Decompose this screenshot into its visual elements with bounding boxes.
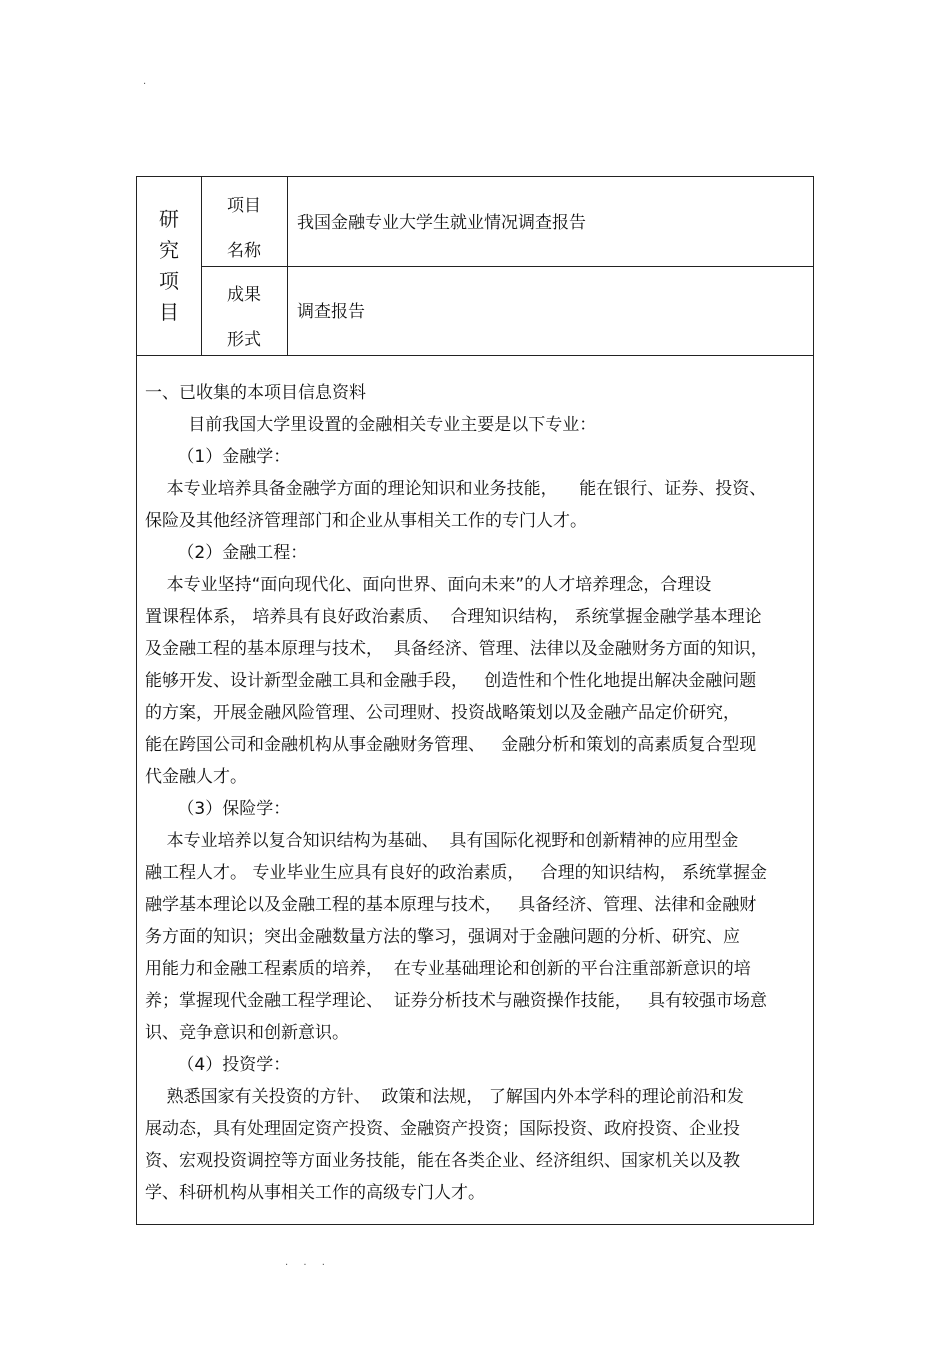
page-dot-mark: . xyxy=(143,76,147,87)
text-line: 养；掌握现代金融工程学理论、 证券分析技术与融资操作技能， 具有较强市场意 xyxy=(145,991,768,1011)
text-line: 展动态，具有处理固定资产投资、金融资产投资；国际投资、政府投资、企业投 xyxy=(145,1119,740,1139)
label-char: 项 xyxy=(159,269,179,293)
text-line: （2）金融工程： xyxy=(145,543,308,563)
text-line: 目前我国大学里设置的金融相关专业主要是以下专业： xyxy=(145,415,597,435)
text-line: 学、科研机构从事相关工作的高级专门人才。 xyxy=(145,1183,485,1203)
text-line: 本专业培养以复合知识结构为基础、 具有国际化视野和创新精神的应用型金 xyxy=(145,831,739,851)
label-char: 究 xyxy=(159,238,179,262)
text-line: 本专业坚持“面向现代化、面向世界、面向未来”的人才培养理念，合理设 xyxy=(145,575,712,595)
label-line: 名称 xyxy=(227,241,261,261)
text-line: 能在跨国公司和金融机构从事金融财务管理、 金融分析和策划的高素质复合型现 xyxy=(145,735,757,755)
project-name-label xyxy=(201,184,287,274)
text-line: （3）保险学： xyxy=(145,799,291,819)
project-name-value: 我国金融专业大学生就业情况调查报告 xyxy=(297,213,586,233)
text-line: 务方面的知识；突出金融数量方法的擎习，强调对于金融问题的分析、研究、应 xyxy=(145,927,740,947)
label-char: 目 xyxy=(159,300,179,324)
text-line: 熟悉国家有关投资的方针、 政策和法规， 了解国内外本学科的理论前沿和发 xyxy=(145,1087,744,1107)
text-line: 资、宏观投资调控等方面业务技能，能在各类企业、经济组织、国家机关以及教 xyxy=(145,1151,740,1171)
text-line: 用能力和金融工程素质的培养， 在专业基础理论和创新的平台注重部新意识的培 xyxy=(145,959,751,979)
text-line: 识、竞争意识和创新意识。 xyxy=(145,1023,349,1043)
page-dot-mark: . . . xyxy=(285,1257,331,1268)
text-line: （4）投资学： xyxy=(145,1055,291,1075)
result-form-label xyxy=(201,273,287,363)
text-line: 融工程人才。 专业毕业生应具有良好的政治素质， 合理的知识结构， 系统掌握金 xyxy=(145,863,768,883)
text-line: 及金融工程的基本原理与技术， 具备经济、管理、法律以及金融财务方面的知识， xyxy=(145,639,768,659)
label-line: 项目 xyxy=(227,196,261,216)
research-project-label xyxy=(137,177,201,355)
label-char: 研 xyxy=(159,207,179,231)
text-line: 能够开发、设计新型金融工具和金融手段， 创造性和个性化地提出解决金融问题 xyxy=(145,671,757,691)
text-line: 保险及其他经济管理部门和企业从事相关工作的专门人才。 xyxy=(145,511,587,531)
table-divider xyxy=(201,266,814,267)
text-line: 置课程体系， 培养具有良好政治素质、 合理知识结构， 系统掌握金融学基本理论 xyxy=(145,607,762,627)
research-project-table xyxy=(136,176,814,1225)
label-line: 形式 xyxy=(227,330,261,350)
text-line: （1）金融学： xyxy=(145,447,291,467)
label-line: 成果 xyxy=(227,285,261,305)
text-line: 代金融人才。 xyxy=(145,767,247,787)
result-form-value: 调查报告 xyxy=(297,302,365,322)
text-line: 融学基本理论以及金融工程的基本原理与技术， 具备经济、管理、法律和金融财 xyxy=(145,895,757,915)
text-line: 一、已收集的本项目信息资料 xyxy=(145,383,366,403)
text-line: 本专业培养具备金融学方面的理论知识和业务技能， 能在银行、证券、投资、 xyxy=(145,479,767,499)
text-line: 的方案，开展金融风险管理、公司理财、投资战略策划以及金融产品定价研究， xyxy=(145,703,740,723)
